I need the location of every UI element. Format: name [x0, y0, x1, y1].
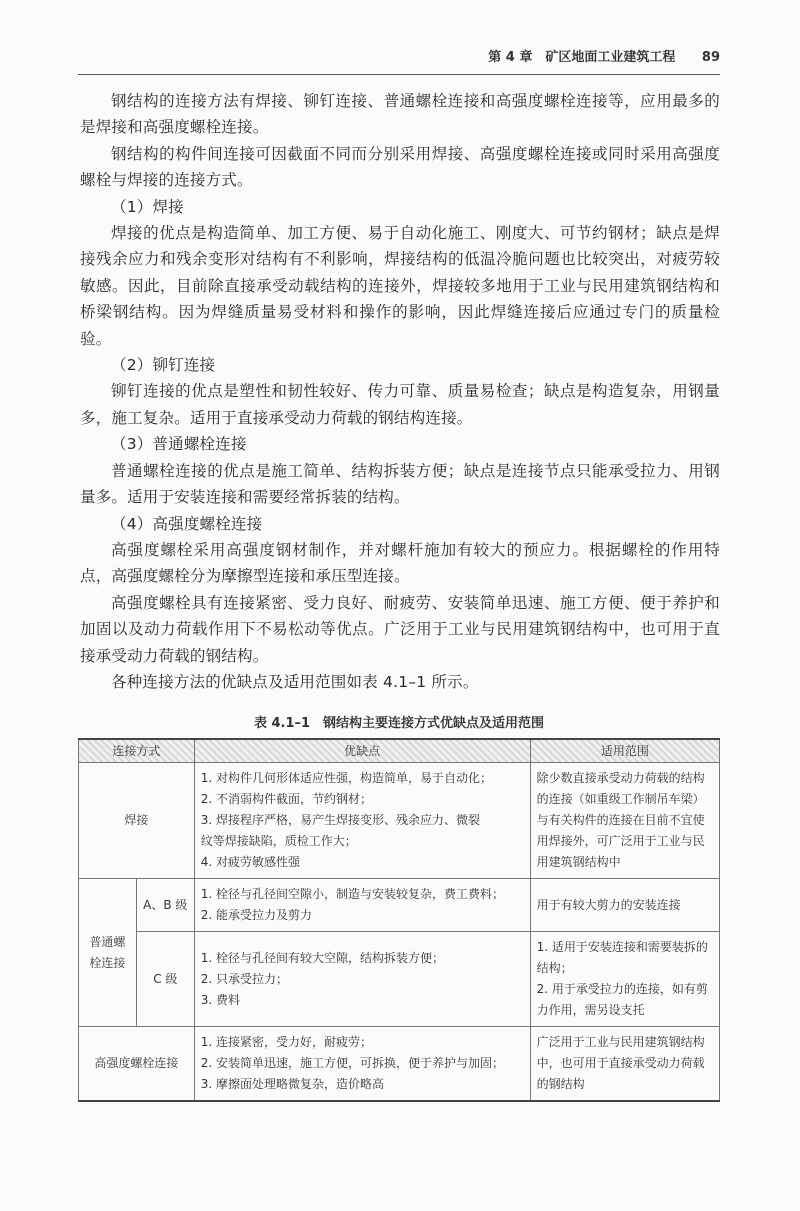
- list-item: 3. 费料: [200, 992, 240, 1007]
- scope-cell: 用于有较大剪力的安装连接: [530, 879, 719, 932]
- list-item: 2. 能承受拉力及剪力: [200, 908, 312, 922]
- running-header: [78, 48, 720, 75]
- list-item: 3. 摩擦面处理略微复杂，造价略高: [200, 1077, 384, 1091]
- list-item: 2. 安装简单迅速，施工方便，可拆换，便于养护与加固；: [200, 1056, 505, 1070]
- paragraph: 各种连接方法的优缺点及适用范围如表 4.1–1 所示。: [111, 672, 479, 691]
- body-text: [80, 88, 720, 695]
- list-item: 1. 栓径与孔径间有较大空隙，结构拆装方便；: [200, 950, 444, 965]
- section-heading: （3）普通螺栓连接: [111, 435, 247, 454]
- header-scope: 适用范围: [530, 739, 719, 763]
- table-caption: 表 4.1–1 钢结构主要连接方式优缺点及适用范围: [253, 716, 545, 731]
- paragraph: 焊接的优点是构造简单、加工方便、易于自动化施工、刚度大、可节约钢材；缺点是焊接残余应力和残余变形对结构有不利影响，焊接结构的低温冷脆问题也比较突出，对疲劳较敏感。因此，目前除直接承受动载结构的连接外，焊接较多地用于工业与民用建筑钢结构和桥梁钢结构。因为焊缝质量易受材料和操作的影响，因此焊缝连接后应通过专门的质量检验。: [80, 224, 720, 348]
- pros-cons-cell: [194, 932, 530, 1027]
- table-row: [79, 763, 720, 879]
- scope-cell: 除少数直接承受动力荷载的结构的连接（如重级工作制吊车梁）与有关构件的连接在目前不宜使用焊接外，可广泛用于工业与民用建筑钢结构中: [530, 763, 719, 879]
- list-item: 2. 用于承受拉力的连接，如有剪力作用，需另设支托: [536, 982, 708, 1017]
- list-item: 2. 只承受拉力；: [200, 971, 288, 986]
- paragraph: 钢结构的连接方法有焊接、铆钉连接、普通螺栓连接和高强度螺栓连接等，应用最多的是焊接和高强度螺栓连接。: [80, 92, 720, 137]
- section-heading: （1）焊接: [111, 197, 184, 216]
- list-item: 1. 栓径与孔径间空隙小，制造与安装较复杂，费工费料；: [200, 887, 505, 901]
- page-number: 89: [701, 50, 720, 65]
- list-item: 1. 适用于安装连接和需要装拆的结构；: [536, 940, 708, 975]
- grade-cell: C 级: [136, 932, 194, 1027]
- section-heading: （2）铆钉连接: [111, 356, 216, 375]
- list-item: 1. 连接紧密，受力好，耐疲劳；: [200, 1035, 372, 1049]
- chapter-title: 第 4 章 矿区地面工业建筑工程: [488, 50, 676, 65]
- list-item: 4. 对疲劳敏感性强: [200, 855, 300, 869]
- pros-cons-cell: [194, 879, 530, 932]
- pros-cons-cell: [194, 1027, 530, 1102]
- header-pros-cons: 优缺点: [194, 739, 530, 763]
- connection-methods-table: [78, 738, 720, 1102]
- paragraph: 高强度螺栓具有连接紧密、受力良好、耐疲劳、安装简单迅速、施工方便、便于养护和加固以及动力荷载作用下不易松动等优点。广泛用于工业与民用建筑钢结构中，也可用于直接承受动力荷载的钢结构。: [80, 593, 720, 665]
- paragraph: 铆钉连接的优点是塑性和韧性较好、传力可靠、质量易检查；缺点是构造复杂，用钢量多，施工复杂。适用于直接承受动力荷载的钢结构连接。: [80, 382, 720, 427]
- list-item: 1. 对构件几何形体适应性强，构造简单，易于自动化；: [200, 771, 493, 785]
- method-cell: 高强度螺栓连接: [79, 1027, 195, 1102]
- method-cell: 焊接: [79, 763, 195, 879]
- list-item: 3. 焊接程序严格，易产生焊接变形、残余应力、微裂: [200, 813, 481, 827]
- paragraph: 高强度螺栓采用高强度钢材制作，并对螺杆施加有较大的预应力。根据螺栓的作用特点，高强度螺栓分为摩擦型连接和承压型连接。: [80, 540, 720, 586]
- table-row: [79, 1027, 720, 1102]
- scope-cell: 广泛用于工业与民用建筑钢结构中，也可用于直接承受动力荷载的钢结构: [530, 1027, 719, 1102]
- paragraph: 普通螺栓连接的优点是施工简单、结构拆装方便；缺点是连接节点只能承受拉力、用钢量多。适用于安装连接和需要经常拆装的结构。: [80, 461, 720, 507]
- paragraph: 钢结构的构件间连接可因截面不同而分别采用焊接、高强度螺栓连接或同时采用高强度螺栓与焊接的连接方式。: [80, 144, 720, 190]
- scope-cell: [530, 932, 719, 1027]
- method-cell: 普通螺栓连接: [79, 879, 137, 1027]
- grade-cell: A、B 级: [136, 879, 194, 932]
- pros-cons-cell: [194, 763, 530, 879]
- header-method: 连接方式: [79, 739, 195, 763]
- list-item: 2. 不消弱构件截面，节约钢材；: [200, 792, 372, 806]
- table-row: [79, 932, 720, 1027]
- section-heading: （4）高强度螺栓连接: [111, 514, 263, 533]
- table-header-row: [79, 739, 720, 763]
- table-row: [79, 879, 720, 932]
- list-item: 纹等焊接缺陷，质检工作大；: [200, 834, 357, 848]
